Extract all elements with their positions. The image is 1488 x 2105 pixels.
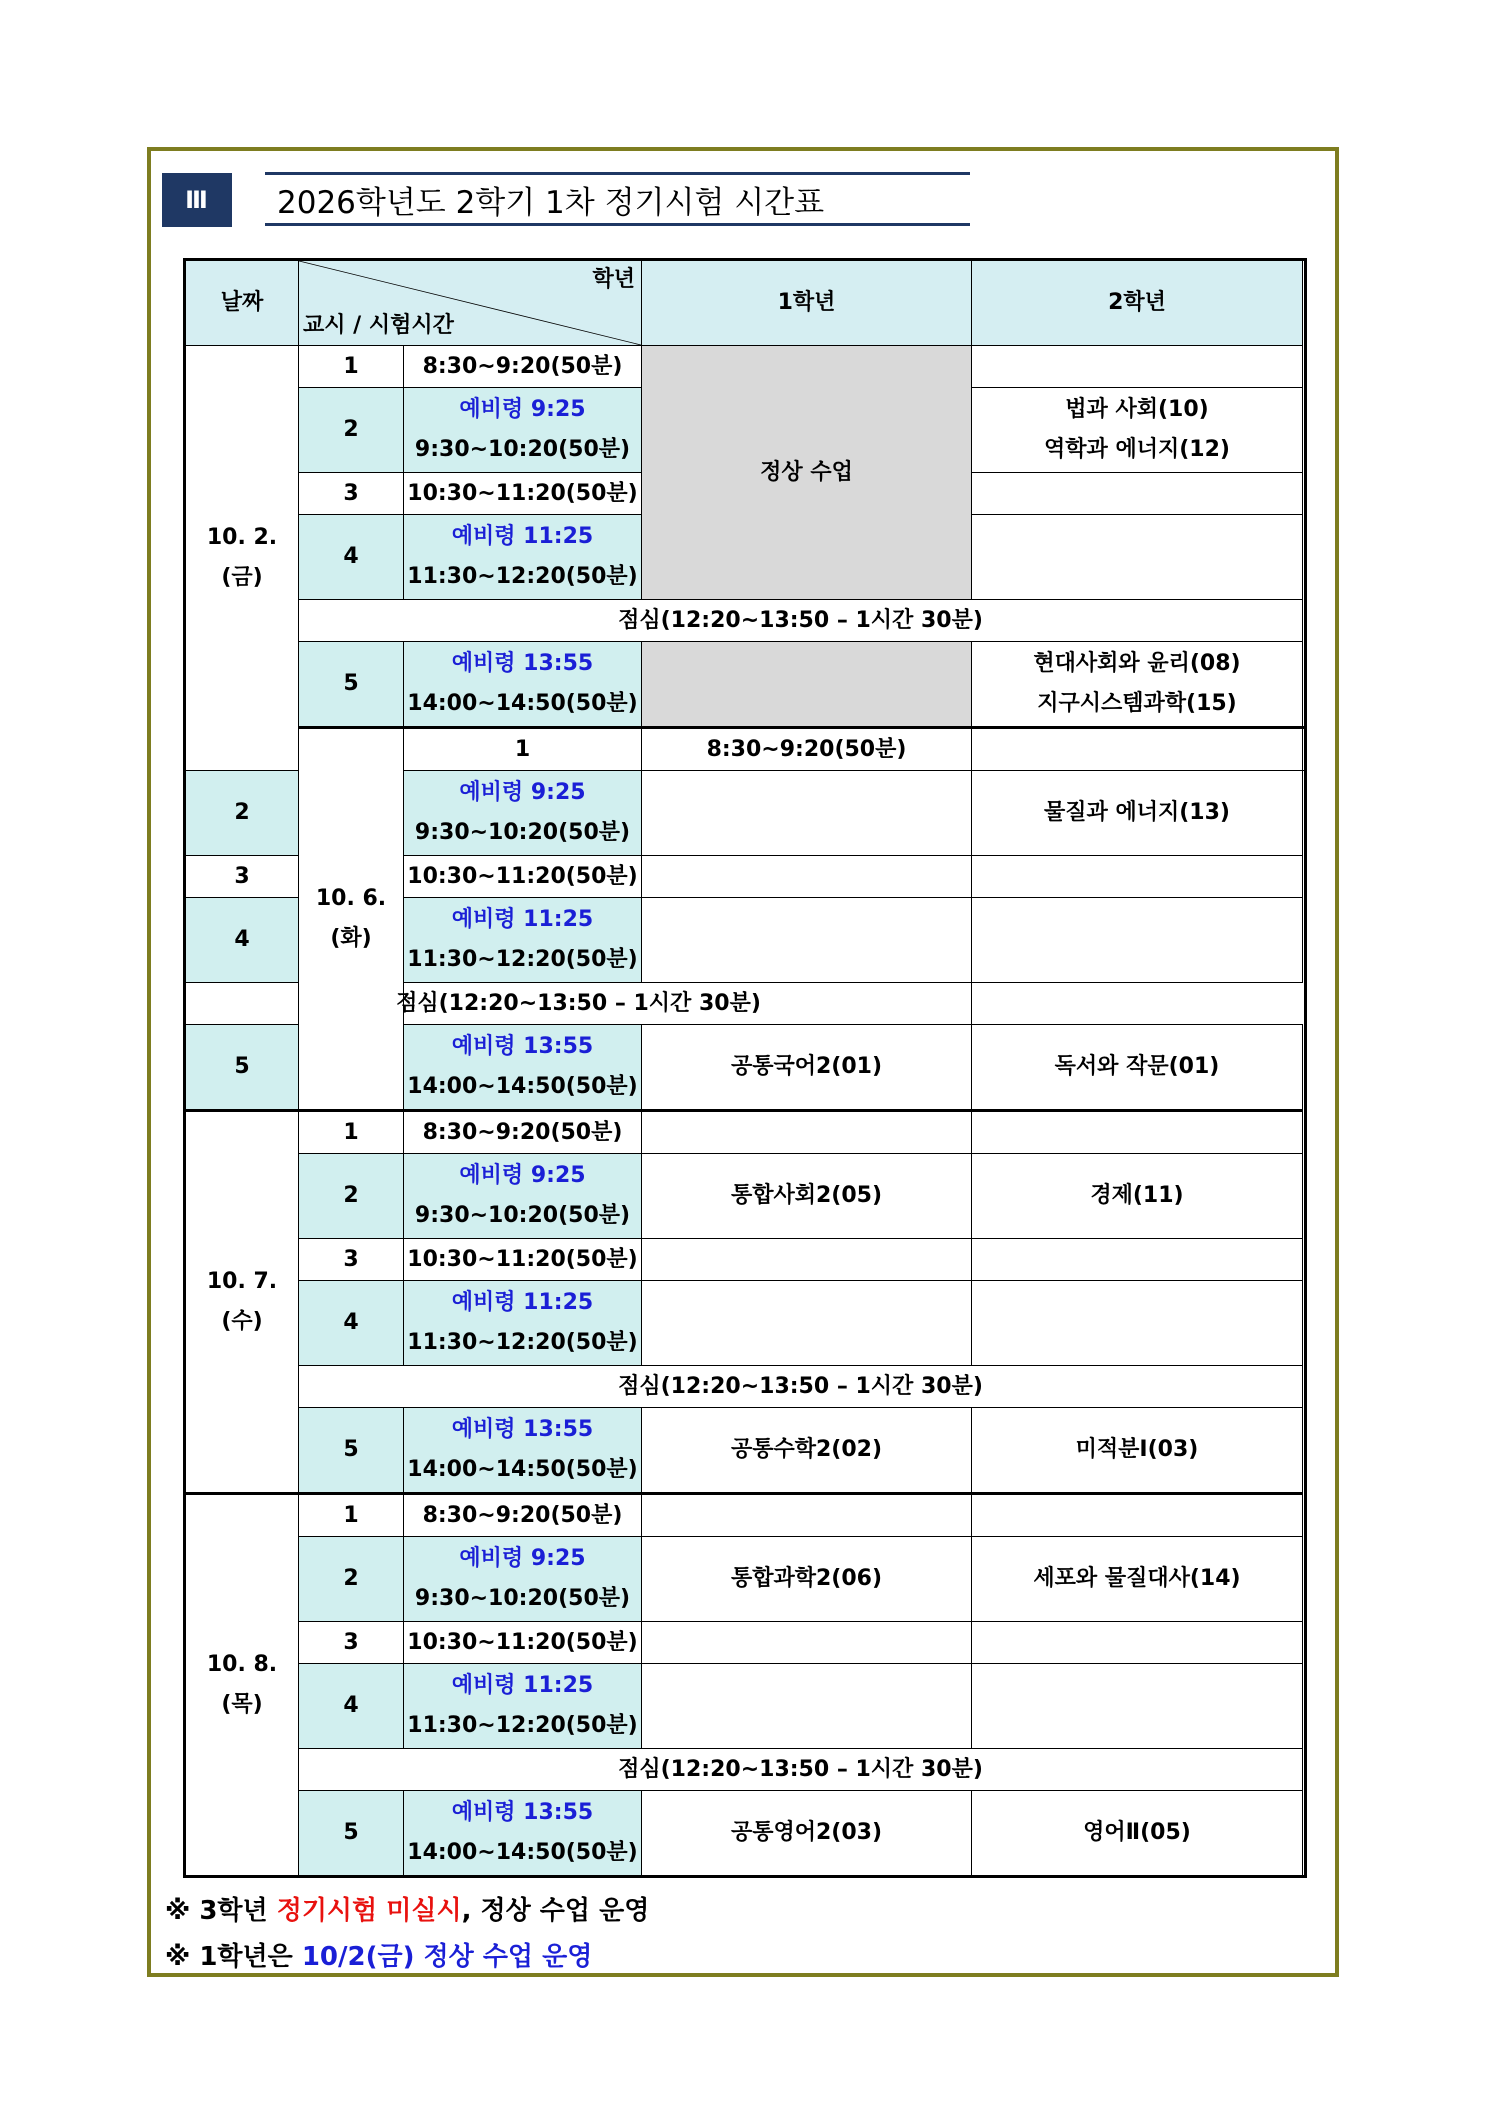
period-number: 3	[299, 473, 404, 515]
period-time: 9:30~10:20(50분)	[414, 1203, 631, 1228]
period-number: 1	[299, 1111, 404, 1154]
weekday-label: (화)	[330, 926, 372, 951]
lunch-row	[185, 1749, 1306, 1791]
period-time-cell	[404, 515, 642, 600]
lunch-row	[185, 1366, 1306, 1408]
grade2-exam-cell	[972, 1664, 1303, 1749]
grade1-exam-cell	[972, 728, 1303, 771]
period-time-cell	[404, 1281, 642, 1366]
exam-subject: 법과 사회(10)	[1065, 397, 1209, 422]
date-label: 10. 8.	[206, 1652, 278, 1677]
period-time: 11:30~12:20(50분)	[407, 564, 638, 589]
grade1-exam-cell: 통합사회2(05)	[642, 1154, 972, 1239]
period-number: 4	[299, 515, 404, 600]
period-time-cell	[404, 1025, 642, 1111]
period-time-cell	[404, 1154, 642, 1239]
warning-bell-time: 예비령 11:25	[451, 907, 594, 932]
footnotes	[165, 1888, 649, 1980]
period-time: 14:00~14:50(50분)	[407, 1457, 638, 1482]
header-period-label: 교시 / 시험시간	[303, 313, 454, 338]
period-time: 8:30~9:20(50분)	[642, 728, 972, 771]
table-row	[185, 1791, 1306, 1877]
date-cell	[185, 346, 299, 771]
warning-bell-time: 예비령 9:25	[459, 1546, 586, 1571]
lunch-break: 점심(12:20~13:50 – 1시간 30분)	[299, 1366, 1303, 1408]
grade1-exam-cell	[642, 1664, 972, 1749]
lunch-break: 점심(12:20~13:50 – 1시간 30분)	[299, 1749, 1303, 1791]
table-header-row	[185, 260, 1306, 346]
footnote-text: , 정상 수업 운영	[461, 1896, 650, 1926]
grade1-exam-cell	[642, 1622, 972, 1664]
exam-subject: 지구시스템과학(15)	[1037, 691, 1237, 716]
period-time: 14:00~14:50(50분)	[407, 1840, 638, 1865]
exam-subject: 현대사회와 윤리(08)	[1033, 651, 1241, 676]
warning-bell-time: 예비령 11:25	[451, 524, 594, 549]
grade2-exam-cell: 물질과 에너지(13)	[972, 771, 1303, 856]
grade1-normal-class-cell: 정상 수업	[642, 346, 972, 600]
lunch-break: 점심(12:20~13:50 – 1시간 30분)	[185, 983, 972, 1025]
grade2-exam-cell	[972, 642, 1303, 728]
grade2-exam-cell: 세포와 물질대사(14)	[972, 1537, 1303, 1622]
table-row	[185, 1281, 1306, 1366]
grade2-exam-cell	[972, 473, 1303, 515]
date-label: 10. 2.	[206, 525, 278, 550]
period-number: 5	[185, 1025, 299, 1111]
weekday-label: (금)	[221, 565, 263, 590]
date-label: 10. 6.	[315, 886, 387, 911]
table-row	[185, 1408, 1306, 1494]
period-number: 5	[299, 1791, 404, 1877]
grade2-exam-cell	[972, 1239, 1303, 1281]
period-time-cell	[404, 1537, 642, 1622]
warning-bell-time: 예비령 11:25	[451, 1673, 594, 1698]
period-number: 2	[299, 388, 404, 473]
period-number: 4	[185, 898, 299, 983]
period-time: 10:30~11:20(50분)	[404, 856, 642, 898]
grade1-exam-cell: 공통수학2(02)	[642, 1408, 972, 1494]
period-time-cell	[404, 1664, 642, 1749]
table-row	[185, 728, 1306, 771]
period-number: 1	[299, 1494, 404, 1537]
period-time: 11:30~12:20(50분)	[407, 947, 638, 972]
table-row	[185, 1154, 1306, 1239]
warning-bell-time: 예비령 9:25	[459, 1163, 586, 1188]
date-label: 10. 7.	[206, 1269, 278, 1294]
grade1-exam-cell	[642, 771, 972, 856]
grade2-exam-cell	[1303, 728, 1306, 771]
period-number: 4	[299, 1664, 404, 1749]
header-grade-label: 학년	[592, 267, 635, 292]
period-number: 3	[299, 1239, 404, 1281]
grade2-exam-cell	[972, 1494, 1303, 1537]
warning-bell-time: 예비령 13:55	[451, 651, 594, 676]
grade2-exam-cell	[972, 1281, 1303, 1366]
period-time: 11:30~12:20(50분)	[407, 1713, 638, 1738]
grade1-exam-cell: 통합과학2(06)	[642, 1537, 972, 1622]
period-time-cell	[404, 1408, 642, 1494]
period-time: 8:30~9:20(50분)	[404, 1494, 642, 1537]
date-cell	[185, 1111, 299, 1494]
header-diagonal-cell	[299, 260, 642, 346]
lunch-row	[185, 983, 1306, 1025]
period-number: 2	[185, 771, 299, 856]
period-number: 1	[404, 728, 642, 771]
header-date: 날짜	[185, 260, 299, 346]
footnote-grade3	[165, 1888, 649, 1934]
period-number: 2	[299, 1154, 404, 1239]
table-row	[185, 1239, 1306, 1281]
footnote-text: ※ 3학년	[165, 1896, 277, 1926]
period-time: 14:00~14:50(50분)	[407, 691, 638, 716]
period-number: 5	[299, 642, 404, 728]
period-time: 8:30~9:20(50분)	[404, 346, 642, 388]
period-time: 11:30~12:20(50분)	[407, 1330, 638, 1355]
exam-timetable	[183, 258, 1307, 1878]
table-row	[185, 642, 1306, 728]
warning-bell-time: 예비령 11:25	[451, 1290, 594, 1315]
grade1-exam-cell	[642, 1111, 972, 1154]
warning-bell-time: 예비령 13:55	[451, 1034, 594, 1059]
table-row	[185, 1664, 1306, 1749]
warning-bell-time: 예비령 9:25	[459, 397, 586, 422]
weekday-label: (목)	[221, 1692, 263, 1717]
grade1-exam-cell	[642, 1494, 972, 1537]
table-row	[185, 346, 1306, 388]
grade2-exam-cell	[972, 856, 1303, 898]
period-time: 10:30~11:20(50분)	[404, 1239, 642, 1281]
grade1-exam-cell	[642, 642, 972, 728]
section-number-badge: Ⅲ	[162, 173, 232, 227]
lunch-row	[185, 600, 1306, 642]
page-title: 2026학년도 2학기 1차 정기시험 시간표	[265, 172, 970, 226]
footnote-grade1	[165, 1934, 649, 1980]
grade2-exam-cell	[972, 346, 1303, 388]
period-time: 10:30~11:20(50분)	[404, 473, 642, 515]
grade2-exam-cell	[972, 898, 1303, 983]
period-time: 9:30~10:20(50분)	[414, 1586, 631, 1611]
period-number: 2	[299, 1537, 404, 1622]
period-number: 3	[299, 1622, 404, 1664]
grade1-exam-cell	[642, 898, 972, 983]
grade1-exam-cell: 공통영어2(03)	[642, 1791, 972, 1877]
period-time: 9:30~10:20(50분)	[414, 437, 631, 462]
table-row	[185, 1537, 1306, 1622]
weekday-label: (수)	[221, 1309, 263, 1334]
lunch-break: 점심(12:20~13:50 – 1시간 30분)	[299, 600, 1303, 642]
period-time: 9:30~10:20(50분)	[414, 820, 631, 845]
period-time-cell	[404, 388, 642, 473]
period-time-cell	[404, 642, 642, 728]
grade1-exam-cell	[642, 1281, 972, 1366]
header-grade2: 2학년	[972, 260, 1303, 346]
grade1-exam-cell	[642, 856, 972, 898]
footnote-highlight: 10/2(금) 정상 수업 운영	[301, 1942, 593, 1972]
period-time: 8:30~9:20(50분)	[404, 1111, 642, 1154]
period-number: 3	[185, 856, 299, 898]
grade2-exam-cell: 독서와 작문(01)	[972, 1025, 1303, 1111]
warning-bell-time: 예비령 13:55	[451, 1800, 594, 1825]
warning-bell-time: 예비령 13:55	[451, 1417, 594, 1442]
grade2-exam-cell: 경제(11)	[972, 1154, 1303, 1239]
period-time-cell	[404, 1791, 642, 1877]
grade1-exam-cell: 공통국어2(01)	[642, 1025, 972, 1111]
period-time: 14:00~14:50(50분)	[407, 1074, 638, 1099]
period-time-cell	[404, 898, 642, 983]
header-grade1: 1학년	[642, 260, 972, 346]
warning-bell-time: 예비령 9:25	[459, 780, 586, 805]
grade2-exam-cell	[972, 388, 1303, 473]
footnote-highlight: 정기시험 미실시	[276, 1896, 462, 1926]
table-row	[185, 1622, 1306, 1664]
table-row	[185, 1494, 1306, 1537]
grade2-exam-cell	[972, 515, 1303, 600]
period-time: 10:30~11:20(50분)	[404, 1622, 642, 1664]
table-row	[185, 1111, 1306, 1154]
grade2-exam-cell	[972, 1622, 1303, 1664]
grade2-exam-cell: 영어Ⅱ(05)	[972, 1791, 1303, 1877]
grade2-exam-cell	[972, 1111, 1303, 1154]
footnote-text: ※ 1학년은	[165, 1942, 302, 1972]
exam-subject: 역학과 에너지(12)	[1044, 437, 1230, 462]
grade1-exam-cell	[642, 1239, 972, 1281]
period-number: 4	[299, 1281, 404, 1366]
date-cell	[299, 728, 404, 1111]
grade2-exam-cell: 미적분Ⅰ(03)	[972, 1408, 1303, 1494]
period-time-cell	[404, 771, 642, 856]
date-cell	[185, 1494, 299, 1877]
period-number: 1	[299, 346, 404, 388]
period-number: 5	[299, 1408, 404, 1494]
